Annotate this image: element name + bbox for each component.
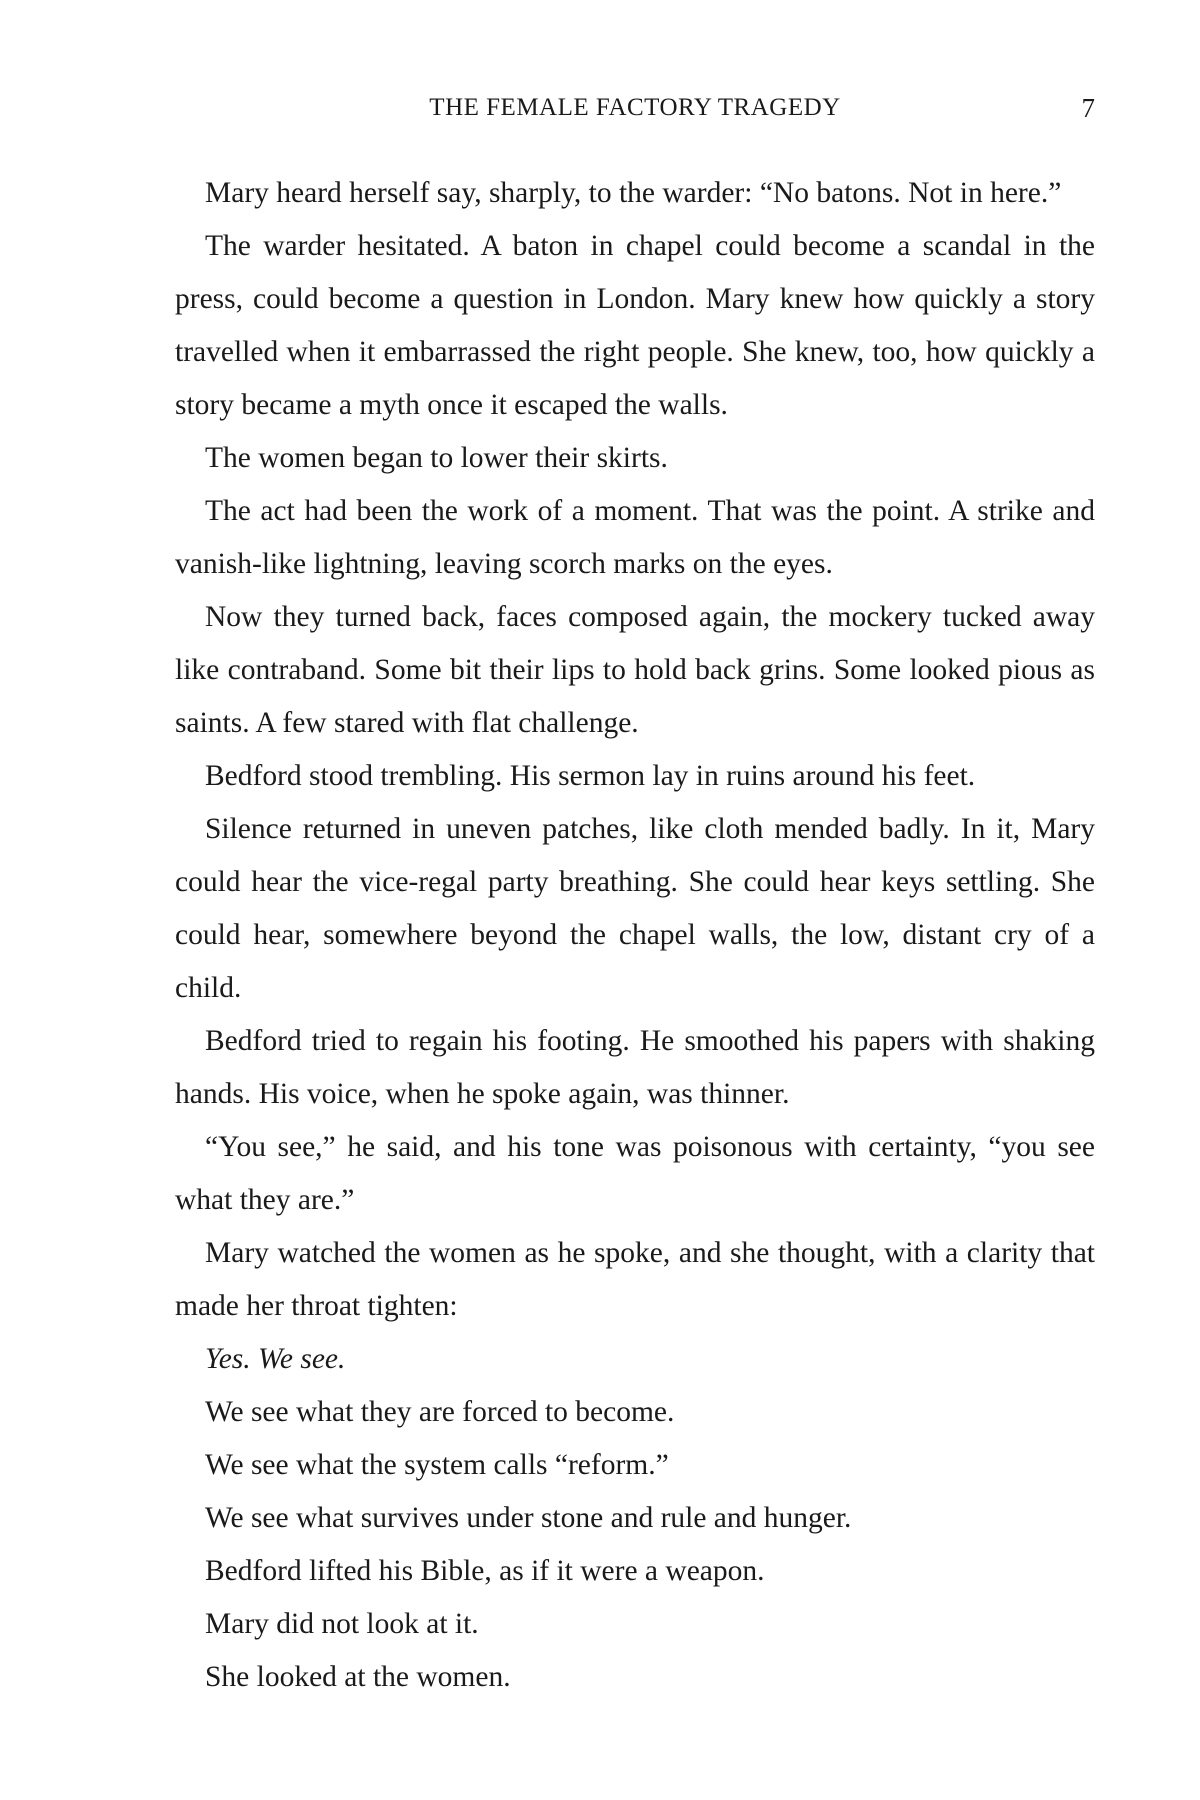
paragraph: Mary did not look at it.: [205, 1608, 479, 1640]
running-title: THE FEMALE FACTORY TRAGEDY: [429, 94, 841, 121]
paragraph: Bedford tried to regain his footing. He smoothed his papers with shaking hands. His voice, when he spoke again, was thinner.: [175, 1025, 1095, 1110]
paragraph: Silence returned in uneven patches, like cloth mended badly. In it, Mary could hear the vice-regal party breathing. She could hear keys settling. She could hear, somewhere beyond the chapel walls, the low, distant cry of a child.: [175, 813, 1095, 1004]
paragraph: We see what they are forced to become.: [205, 1396, 675, 1428]
paragraph: Bedford lifted his Bible, as if it were a weapon.: [205, 1555, 765, 1587]
paragraph: She looked at the women.: [205, 1661, 511, 1693]
paragraph: Mary watched the women as he spoke, and she thought, with a clarity that made her throat tighten:: [175, 1237, 1095, 1322]
paragraph: We see what the system calls “reform.”: [205, 1449, 669, 1481]
paragraph: The warder hesitated. A baton in chapel could become a scandal in the press, could become a question in London. Mary knew how quickly a story travelled when it embarrassed the right people. She knew, too, how quickly a story became a myth once it escaped the walls.: [175, 230, 1095, 421]
body-text: [175, 167, 1095, 1704]
paragraph: The women began to lower their skirts.: [205, 442, 668, 474]
paragraph: Bedford stood trembling. His sermon lay in ruins around his feet.: [205, 760, 976, 792]
page-number: 7: [1081, 93, 1095, 123]
running-header: [175, 88, 1095, 128]
paragraph-italic-thought: Yes. We see.: [205, 1343, 346, 1375]
paragraph: Now they turned back, faces composed again, the mockery tucked away like contraband. Some bit their lips to hold back grins. Some looked pious as saints. A few stared with flat challenge.: [175, 601, 1095, 739]
paragraph: We see what survives under stone and rule and hunger.: [205, 1502, 852, 1534]
paragraph: Mary heard herself say, sharply, to the warder: “No batons. Not in here.”: [205, 177, 1062, 209]
paragraph: “You see,” he said, and his tone was poisonous with certainty, “you see what they are.”: [175, 1131, 1095, 1216]
paragraph: The act had been the work of a moment. That was the point. A strike and vanish-like lightning, leaving scorch marks on the eyes.: [175, 495, 1095, 580]
